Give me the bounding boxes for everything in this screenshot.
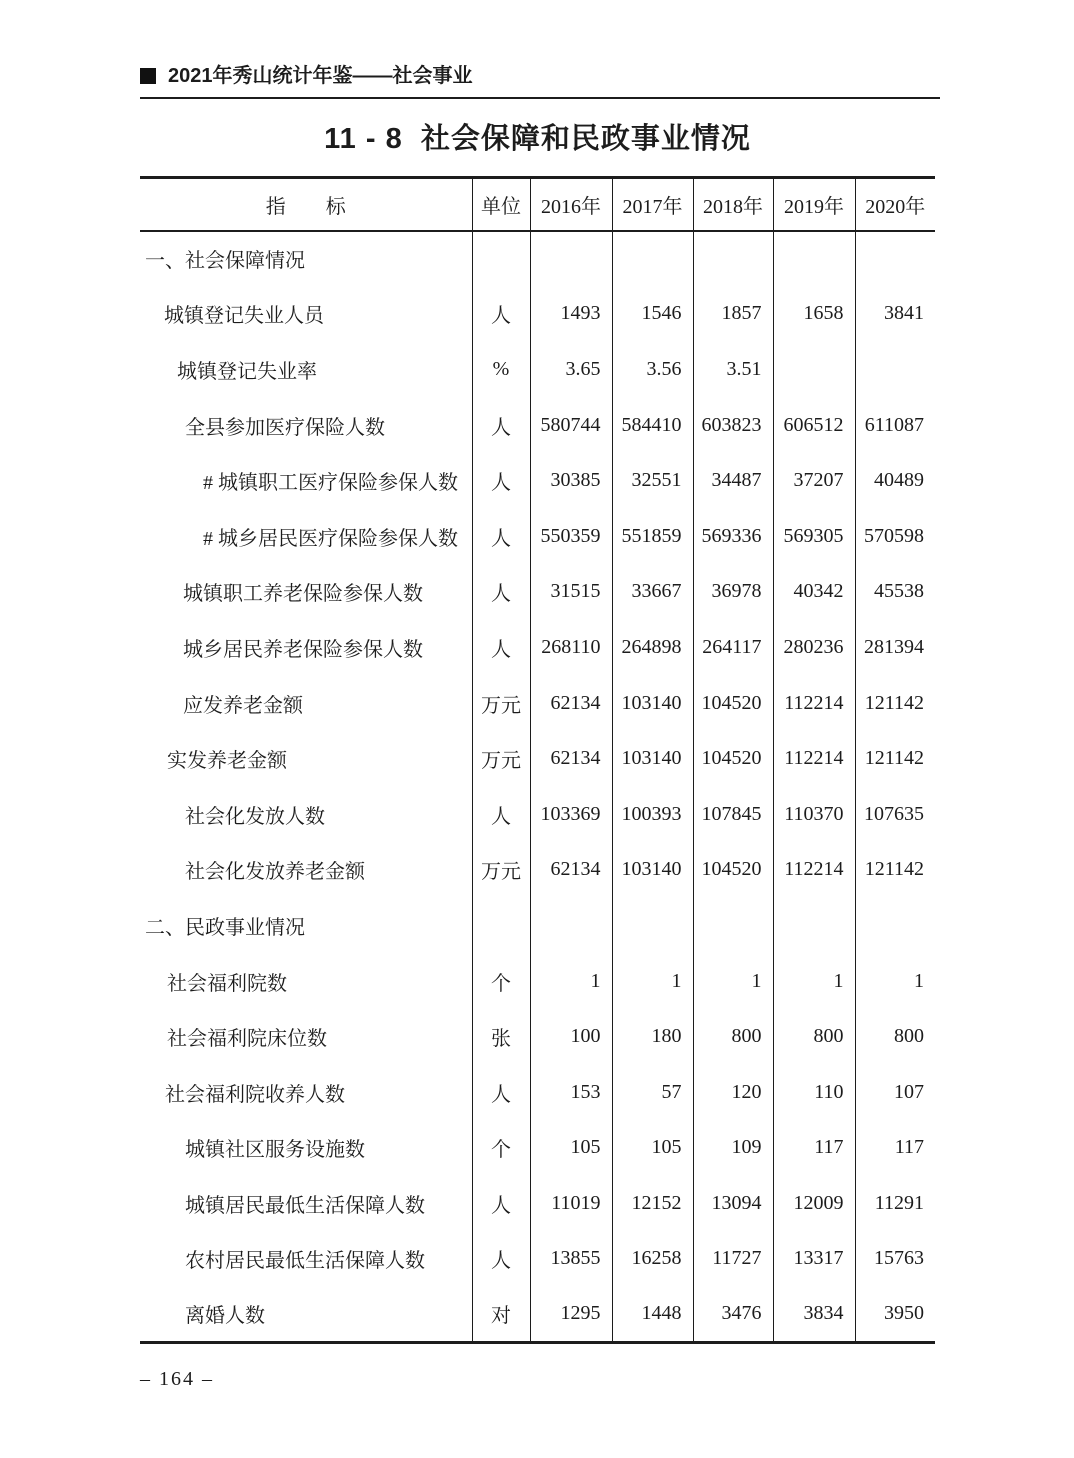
row-unit: 张 bbox=[472, 1009, 530, 1065]
table-row bbox=[140, 1176, 935, 1232]
row-value: 606512 bbox=[773, 397, 855, 453]
row-value: 103369 bbox=[530, 786, 612, 842]
row-value bbox=[773, 898, 855, 954]
row-label: 农村居民最低生活保障人数 bbox=[140, 1231, 472, 1287]
column-header-year: 2017年 bbox=[612, 178, 693, 231]
row-value: 3950 bbox=[884, 1302, 924, 1325]
row-value: 112214 bbox=[773, 731, 855, 787]
row-label: 城镇登记失业率 bbox=[140, 342, 472, 398]
row-value: 1 bbox=[530, 953, 612, 1009]
row-value: 104520 bbox=[693, 675, 773, 731]
row-unit: 人 bbox=[472, 564, 530, 620]
row-value: 117 bbox=[894, 1136, 924, 1159]
row-value: 34487 bbox=[693, 453, 773, 509]
row-value: 107 bbox=[894, 1080, 924, 1103]
page-header-bar bbox=[140, 64, 940, 99]
row-label: 城镇社区服务设施数 bbox=[140, 1120, 472, 1176]
row-value: 584410 bbox=[612, 397, 693, 453]
table-row bbox=[140, 397, 935, 453]
row-value: 103140 bbox=[612, 675, 693, 731]
row-value: 109 bbox=[693, 1120, 773, 1176]
section-label: 二、民政事业情况 bbox=[140, 898, 472, 954]
row-label: 城乡居民养老保险参保人数 bbox=[140, 620, 472, 676]
row-unit bbox=[472, 231, 530, 287]
row-value: 3.56 bbox=[612, 342, 693, 398]
row-label: # 城镇职工医疗保险参保人数 bbox=[140, 453, 472, 509]
row-label: 社会福利院数 bbox=[140, 953, 472, 1009]
row-value: 40489 bbox=[874, 469, 924, 492]
stats-table bbox=[140, 176, 935, 1344]
row-label: 城镇职工养老保险参保人数 bbox=[140, 564, 472, 620]
table-row bbox=[140, 1287, 935, 1343]
table-row bbox=[140, 842, 935, 898]
row-value: 103140 bbox=[612, 731, 693, 787]
row-value: 603823 bbox=[693, 397, 773, 453]
row-label: 社会福利院收养人数 bbox=[140, 1064, 472, 1120]
row-label: 社会化发放养老金额 bbox=[140, 842, 472, 898]
row-label: 应发养老金额 bbox=[140, 675, 472, 731]
row-value bbox=[693, 898, 773, 954]
row-unit: 人 bbox=[472, 508, 530, 564]
row-value bbox=[773, 342, 855, 398]
table-row bbox=[140, 1120, 935, 1176]
row-unit: 人 bbox=[472, 397, 530, 453]
row-unit: 人 bbox=[472, 786, 530, 842]
row-value: 12009 bbox=[773, 1176, 855, 1232]
row-value: 1 bbox=[914, 969, 924, 992]
row-value: 107635 bbox=[864, 802, 924, 825]
row-value: 580744 bbox=[530, 397, 612, 453]
row-value bbox=[612, 898, 693, 954]
table-row bbox=[140, 731, 935, 787]
row-value: 32551 bbox=[612, 453, 693, 509]
row-value: 1448 bbox=[612, 1287, 693, 1343]
row-value: 11019 bbox=[530, 1176, 612, 1232]
row-value: 107845 bbox=[693, 786, 773, 842]
row-value: 105 bbox=[530, 1120, 612, 1176]
row-value: 16258 bbox=[612, 1231, 693, 1287]
row-value: 1658 bbox=[773, 286, 855, 342]
row-value: 105 bbox=[612, 1120, 693, 1176]
section-row bbox=[140, 898, 935, 954]
row-value: 62134 bbox=[530, 842, 612, 898]
table-body bbox=[140, 231, 935, 1343]
row-value: 153 bbox=[530, 1064, 612, 1120]
row-unit bbox=[472, 898, 530, 954]
row-value: 31515 bbox=[530, 564, 612, 620]
row-value: 281394 bbox=[864, 635, 924, 658]
table-row bbox=[140, 1231, 935, 1287]
row-value: 3834 bbox=[773, 1287, 855, 1343]
row-value: 104520 bbox=[693, 842, 773, 898]
table-row bbox=[140, 564, 935, 620]
row-value bbox=[855, 342, 935, 398]
column-header-unit: 单位 bbox=[472, 178, 530, 231]
row-value: 103140 bbox=[612, 842, 693, 898]
row-value: 1 bbox=[773, 953, 855, 1009]
table-row bbox=[140, 675, 935, 731]
table-row bbox=[140, 453, 935, 509]
row-value: 1857 bbox=[693, 286, 773, 342]
row-value: 33667 bbox=[612, 564, 693, 620]
row-value: 1 bbox=[612, 953, 693, 1009]
row-value: 3.65 bbox=[530, 342, 612, 398]
column-header-year: 2019年 bbox=[773, 178, 855, 231]
table-row bbox=[140, 508, 935, 564]
page-header-text: 2021年秀山统计年鉴——社会事业 bbox=[168, 65, 473, 87]
row-value bbox=[855, 231, 935, 287]
row-value: 121142 bbox=[864, 858, 924, 881]
row-value: 1493 bbox=[530, 286, 612, 342]
table-row bbox=[140, 786, 935, 842]
row-unit: 人 bbox=[472, 1064, 530, 1120]
row-value: 551859 bbox=[612, 508, 693, 564]
row-value: 117 bbox=[773, 1120, 855, 1176]
row-label: 城镇居民最低生活保障人数 bbox=[140, 1176, 472, 1232]
row-value: 110370 bbox=[773, 786, 855, 842]
row-value: 1295 bbox=[530, 1287, 612, 1343]
row-value: 121142 bbox=[864, 691, 924, 714]
row-value bbox=[855, 898, 935, 954]
row-value: 36978 bbox=[693, 564, 773, 620]
row-value bbox=[530, 231, 612, 287]
row-unit: 万元 bbox=[472, 731, 530, 787]
row-value: 3.51 bbox=[693, 342, 773, 398]
row-value: 40342 bbox=[773, 564, 855, 620]
row-value: 121142 bbox=[864, 747, 924, 770]
row-value: 120 bbox=[693, 1064, 773, 1120]
row-value: 110 bbox=[773, 1064, 855, 1120]
row-label: 实发养老金额 bbox=[140, 731, 472, 787]
row-value: 280236 bbox=[773, 620, 855, 676]
row-value: 180 bbox=[612, 1009, 693, 1065]
table-row bbox=[140, 1009, 935, 1065]
row-value: 264898 bbox=[612, 620, 693, 676]
page-title: 11 - 8 社会保障和民政事业情况 bbox=[324, 123, 751, 155]
row-value: 3476 bbox=[693, 1287, 773, 1343]
section-label: 一、社会保障情况 bbox=[140, 231, 472, 287]
row-unit: 人 bbox=[472, 453, 530, 509]
header-row bbox=[140, 178, 935, 231]
row-value: 800 bbox=[693, 1009, 773, 1065]
row-value: 264117 bbox=[693, 620, 773, 676]
row-value: 611087 bbox=[864, 413, 924, 436]
row-value bbox=[693, 231, 773, 287]
page-number: – 164 – bbox=[140, 1368, 214, 1390]
section-marker-icon bbox=[140, 68, 156, 84]
row-unit: 人 bbox=[472, 1176, 530, 1232]
row-value: 13855 bbox=[530, 1231, 612, 1287]
row-value: 62134 bbox=[530, 675, 612, 731]
row-value: 104520 bbox=[693, 731, 773, 787]
row-unit: 个 bbox=[472, 1120, 530, 1176]
column-header-year: 2016年 bbox=[530, 178, 612, 231]
row-value: 569336 bbox=[693, 508, 773, 564]
row-value: 37207 bbox=[773, 453, 855, 509]
row-label: 离婚人数 bbox=[140, 1287, 472, 1343]
row-label: 城镇登记失业人员 bbox=[140, 286, 472, 342]
row-value: 800 bbox=[894, 1025, 924, 1048]
row-value: 1546 bbox=[612, 286, 693, 342]
row-value: 57 bbox=[612, 1064, 693, 1120]
row-unit: 万元 bbox=[472, 675, 530, 731]
column-header-indicator: 指 标 bbox=[140, 178, 472, 231]
row-label: 社会化发放人数 bbox=[140, 786, 472, 842]
row-label: 社会福利院床位数 bbox=[140, 1009, 472, 1065]
row-value: 268110 bbox=[530, 620, 612, 676]
table-row bbox=[140, 1064, 935, 1120]
row-value bbox=[612, 231, 693, 287]
table-row bbox=[140, 342, 935, 398]
row-value: 62134 bbox=[530, 731, 612, 787]
row-value: 112214 bbox=[773, 675, 855, 731]
row-unit: 人 bbox=[472, 620, 530, 676]
section-row bbox=[140, 231, 935, 287]
row-value: 12152 bbox=[612, 1176, 693, 1232]
row-value: 570598 bbox=[864, 524, 924, 547]
row-value: 1 bbox=[693, 953, 773, 1009]
row-value bbox=[773, 231, 855, 287]
row-value: 800 bbox=[773, 1009, 855, 1065]
row-label: # 城乡居民医疗保险参保人数 bbox=[140, 508, 472, 564]
row-value: 550359 bbox=[530, 508, 612, 564]
row-value: 13094 bbox=[693, 1176, 773, 1232]
row-value: 569305 bbox=[773, 508, 855, 564]
table-row bbox=[140, 953, 935, 1009]
row-value: 112214 bbox=[773, 842, 855, 898]
row-value: 11291 bbox=[874, 1191, 924, 1214]
row-unit: 人 bbox=[472, 1231, 530, 1287]
row-value: 45538 bbox=[874, 580, 924, 603]
row-unit: 对 bbox=[472, 1287, 530, 1343]
row-value: 11727 bbox=[693, 1231, 773, 1287]
table-row bbox=[140, 620, 935, 676]
column-header-year: 2020年 bbox=[855, 178, 935, 231]
row-value: 100393 bbox=[612, 786, 693, 842]
row-unit: 万元 bbox=[472, 842, 530, 898]
row-value: 100 bbox=[530, 1009, 612, 1065]
row-unit: % bbox=[472, 342, 530, 398]
row-value: 3841 bbox=[884, 302, 924, 325]
table-row bbox=[140, 286, 935, 342]
row-unit: 个 bbox=[472, 953, 530, 1009]
row-unit: 人 bbox=[472, 286, 530, 342]
row-value: 15763 bbox=[874, 1247, 924, 1270]
row-value bbox=[530, 898, 612, 954]
row-value: 30385 bbox=[530, 453, 612, 509]
column-header-year: 2018年 bbox=[693, 178, 773, 231]
row-value: 13317 bbox=[773, 1231, 855, 1287]
row-label: 全县参加医疗保险人数 bbox=[140, 397, 472, 453]
